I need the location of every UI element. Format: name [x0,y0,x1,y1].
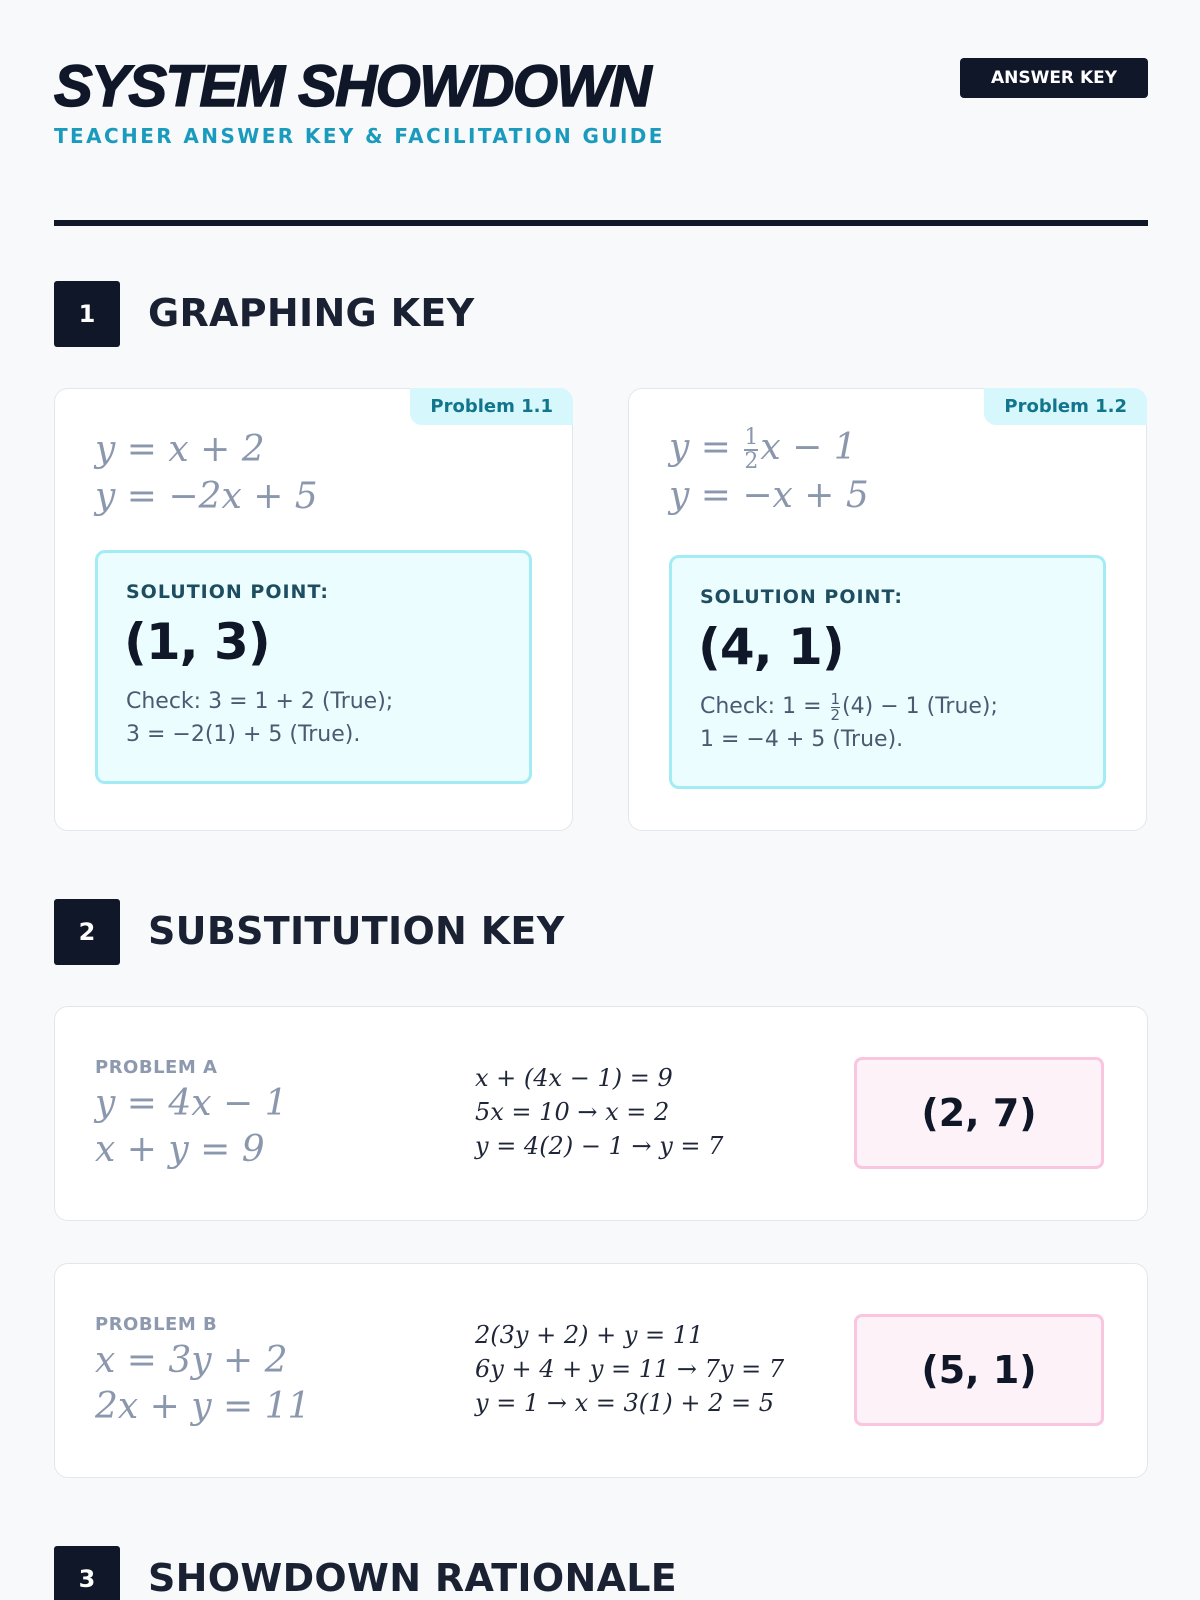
problem-tag: Problem 1.2 [984,388,1147,425]
page-title: SYSTEM SHOWDOWN [54,54,651,119]
equation-1: y = x + 2 [95,429,265,470]
solution-label: SOLUTION POINT: [700,586,903,608]
solution-box [95,550,532,784]
substitution-card-a [54,1006,1148,1221]
solution-check [700,690,1090,756]
section-heading-rationale [54,1546,1148,1600]
step-2: 5x = 10 → x = 2 [475,1098,670,1126]
answer-box: (5, 1) [854,1314,1104,1426]
graphing-card-1-1 [54,388,573,831]
problem-tag: Problem 1.1 [410,388,573,425]
equation-2: x + y = 9 [95,1129,265,1170]
section-number: 1 [54,281,120,347]
step-3: y = 4(2) − 1 → y = 7 [475,1132,724,1160]
fraction-numerator: 1 [744,425,759,450]
check-suffix: (4) − 1 (True); [842,694,998,719]
page-header [54,54,1148,154]
check-line-2: 1 = −4 + 5 (True). [700,727,904,752]
solution-box [669,555,1106,789]
check-line-1: Check: 3 = 1 + 2 (True); [126,689,394,714]
section-title: GRAPHING KEY [148,291,475,335]
fraction [830,689,841,724]
system-equations [95,1338,310,1430]
equation-1: x = 3y + 2 [95,1340,288,1381]
check-prefix: Check: 1 = [700,694,829,719]
section-title: SHOWDOWN RATIONALE [148,1556,678,1600]
equation-1 [669,425,869,473]
fraction-denominator: 2 [830,705,841,724]
solution-steps [475,1318,784,1420]
system-equations [669,425,869,520]
solution-steps [475,1061,723,1163]
equation-1: y = 4x − 1 [95,1083,288,1124]
section-number: 3 [54,1546,120,1600]
problem-label: PROBLEM A [95,1057,218,1078]
solution-check [126,685,516,751]
substitution-card-b [54,1263,1148,1478]
equation-1-prefix: y = [669,427,743,468]
equation-2: y = −x + 5 [669,475,869,516]
section-title: SUBSTITUTION KEY [148,909,565,953]
header-divider [54,220,1148,226]
step-3: y = 1 → x = 3(1) + 2 = 5 [475,1389,775,1417]
solution-label: SOLUTION POINT: [126,581,329,603]
page-subtitle: TEACHER ANSWER KEY & FACILITATION GUIDE [54,124,665,148]
system-equations [95,1081,288,1173]
section-heading-substitution [54,899,1148,965]
system-equations [95,427,318,521]
graphing-card-1-2 [628,388,1147,831]
solution-point: (4, 1) [698,618,844,676]
section-number: 2 [54,899,120,965]
answer-key-badge: ANSWER KEY [960,58,1148,98]
equation-2: 2x + y = 11 [95,1386,311,1427]
fraction [744,427,758,473]
check-line-2: 3 = −2(1) + 5 (True). [126,722,361,747]
solution-point: (1, 3) [124,613,270,671]
step-1: 2(3y + 2) + y = 11 [475,1321,704,1349]
equation-1-suffix: x − 1 [760,427,857,468]
step-2: 6y + 4 + y = 11 → 7y = 7 [475,1355,785,1383]
problem-label: PROBLEM B [95,1314,218,1335]
fraction-numerator: 1 [830,689,841,708]
equation-2: y = −2x + 5 [95,475,318,517]
answer-box: (2, 7) [854,1057,1104,1169]
section-heading-graphing [54,281,1148,347]
fraction-denominator: 2 [744,449,759,474]
step-1: x + (4x − 1) = 9 [475,1064,673,1092]
check-line-1 [700,690,1090,723]
